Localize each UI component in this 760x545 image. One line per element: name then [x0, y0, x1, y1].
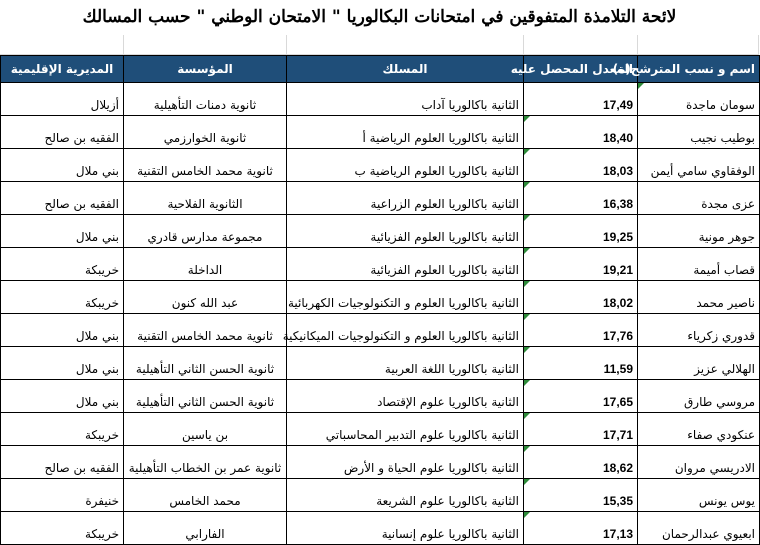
cell-track[interactable]: الثانية باكالوريا علوم التدبير المحاسباتي	[287, 413, 524, 446]
cell-track[interactable]: الثانية باكالوريا العلوم الرياضية أ	[287, 116, 524, 149]
cell-directorate[interactable]: خريبكة	[1, 413, 124, 446]
cell-track[interactable]: الثانية باكالوريا العلوم الزراعية	[287, 182, 524, 215]
cell-institution[interactable]: ثانوية محمد الخامس التقنية	[124, 314, 287, 347]
grade-value: 15,35	[602, 494, 633, 508]
cell-name[interactable]	[638, 512, 760, 545]
cell-grade[interactable]	[524, 512, 638, 545]
cell-directorate[interactable]: خريبكة	[1, 248, 124, 281]
name-value: ابعيوي عبدالرحمان	[661, 527, 755, 541]
cell-institution[interactable]: ثانوية الخوارزمي	[124, 116, 287, 149]
name-value: عزى مجدة	[701, 197, 755, 211]
cell-track[interactable]: الثانية باكالوريا العلوم الفزيائية	[287, 248, 524, 281]
cell-track[interactable]: الثانية باكالوريا علوم الشريعة	[287, 479, 524, 512]
name-value: الادريسي مروان	[674, 461, 755, 475]
cell-name[interactable]	[638, 413, 760, 446]
cell-grade[interactable]	[524, 479, 638, 512]
grade-value: 18,02	[602, 296, 633, 310]
cell-name[interactable]	[638, 281, 760, 314]
cell-institution[interactable]: الثانوية الفلاحية	[124, 182, 287, 215]
cell-track[interactable]: الثانية باكالوريا آداب	[287, 83, 524, 116]
cell-institution[interactable]: ثانوية عمر بن الخطاب التأهيلية	[124, 446, 287, 479]
grade-value: 17,71	[602, 428, 633, 442]
table-row	[1, 314, 760, 347]
header-name[interactable]: اسم و نسب المترشح(ة)	[638, 56, 760, 83]
header-track[interactable]: المسلك	[287, 56, 524, 83]
cell-grade[interactable]	[524, 281, 638, 314]
cell-name[interactable]	[638, 182, 760, 215]
cell-name[interactable]	[638, 347, 760, 380]
name-value: ناصير محمد	[696, 296, 755, 310]
comment-marker	[524, 215, 530, 221]
comment-marker	[524, 116, 530, 122]
comment-marker	[524, 182, 530, 188]
page-title: لائحة التلامذة المتفوقين في امتحانات البكالوريا " الامتحان الوطني " حسب المسالك	[82, 7, 677, 27]
comment-marker	[524, 479, 530, 485]
name-value: بوطيب نجيب	[690, 131, 755, 145]
results-table	[0, 55, 760, 545]
cell-institution[interactable]: بن ياسين	[124, 413, 287, 446]
cell-institution[interactable]: عبد الله كنون	[124, 281, 287, 314]
comment-marker	[524, 281, 530, 287]
cell-grade[interactable]	[524, 347, 638, 380]
table-row	[1, 512, 760, 545]
grade-value: 11,59	[603, 362, 633, 376]
comment-marker	[524, 446, 530, 452]
cell-grade[interactable]	[524, 380, 638, 413]
name-value: سومان ماجدة	[685, 98, 755, 112]
comment-marker	[524, 248, 530, 254]
cell-institution[interactable]: ثانوية دمنات التأهيلية	[124, 83, 287, 116]
cell-directorate[interactable]: بني ملال	[1, 314, 124, 347]
grade-value: 17,76	[602, 329, 633, 343]
name-value: جوهر مونية	[698, 230, 755, 244]
cell-track[interactable]: الثانية باكالوريا العلوم الرياضية ب	[287, 149, 524, 182]
cell-name[interactable]	[638, 83, 760, 116]
cell-directorate[interactable]: خريبكة	[1, 512, 124, 545]
table-row	[1, 347, 760, 380]
cell-directorate[interactable]: الفقيه بن صالح	[1, 446, 124, 479]
cell-directorate[interactable]: بني ملال	[1, 215, 124, 248]
grade-value: 18,62	[602, 461, 633, 475]
cell-track[interactable]: الثانية باكالوريا العلوم و التكنولوجيات الكهربائية	[287, 281, 524, 314]
comment-marker	[524, 149, 530, 155]
cell-grade[interactable]	[524, 248, 638, 281]
cell-track[interactable]: الثانية باكالوريا اللغة العربية	[287, 347, 524, 380]
table-row	[1, 380, 760, 413]
cell-institution[interactable]: ثانوية محمد الخامس التقنية	[124, 149, 287, 182]
cell-directorate[interactable]: أزيلال	[1, 83, 124, 116]
comment-marker	[524, 314, 530, 320]
comment-marker	[638, 83, 644, 89]
name-value: يوس يونس	[698, 494, 755, 508]
cell-grade[interactable]	[524, 182, 638, 215]
grade-value: 17,49	[602, 98, 633, 112]
cell-grade[interactable]	[524, 83, 638, 116]
grade-value: 17,65	[602, 395, 633, 409]
cell-directorate[interactable]: بني ملال	[1, 380, 124, 413]
cell-track[interactable]: الثانية باكالوريا العلوم و التكنولوجيات الميكانيكية	[287, 314, 524, 347]
cell-name[interactable]	[638, 116, 760, 149]
grade-value: 19,25	[602, 230, 633, 244]
table-row	[1, 446, 760, 479]
table-row	[1, 413, 760, 446]
cell-grade[interactable]	[524, 446, 638, 479]
cell-institution[interactable]: ثانوية الحسن الثاني التأهيلية	[124, 347, 287, 380]
cell-institution[interactable]: الداخلة	[124, 248, 287, 281]
cell-name[interactable]	[638, 479, 760, 512]
grade-value: 16,38	[602, 197, 633, 211]
cell-institution[interactable]: الفارابي	[124, 512, 287, 545]
grade-value: 17,13	[602, 527, 633, 541]
name-value: مروسي طارق	[683, 395, 755, 409]
cell-grade[interactable]	[524, 149, 638, 182]
table-row	[1, 281, 760, 314]
cell-track[interactable]: الثانية باكالوريا علوم الإقتصاد	[287, 380, 524, 413]
cell-track[interactable]: الثانية باكالوريا العلوم الفزيائية	[287, 215, 524, 248]
name-value: عنكودي صفاء	[687, 428, 755, 442]
table-header-row	[1, 56, 760, 83]
cell-institution[interactable]: محمد الخامس	[124, 479, 287, 512]
cell-name[interactable]	[638, 215, 760, 248]
grade-value: 18,03	[602, 164, 633, 178]
header-directorate[interactable]: المديرية الإقليمية	[1, 56, 124, 83]
table-row	[1, 479, 760, 512]
cell-name[interactable]	[638, 314, 760, 347]
cell-grade[interactable]	[524, 215, 638, 248]
cell-directorate[interactable]: بني ملال	[1, 347, 124, 380]
name-value: قصاب أميمة	[693, 263, 755, 277]
table-row	[1, 248, 760, 281]
cell-directorate[interactable]: خريبكة	[1, 281, 124, 314]
cell-directorate[interactable]: بني ملال	[1, 149, 124, 182]
cell-institution[interactable]: مجموعة مدارس قادري	[124, 215, 287, 248]
grade-value: 19,21	[602, 263, 633, 277]
name-value: الهلالي عزيز	[694, 362, 755, 376]
cell-name[interactable]	[638, 380, 760, 413]
name-value: قدوري زكرياء	[687, 329, 755, 343]
grade-value: 18,40	[602, 131, 633, 145]
cell-grade[interactable]	[524, 116, 638, 149]
comment-marker	[524, 512, 530, 518]
cell-institution[interactable]: ثانوية الحسن الثاني التأهيلية	[124, 380, 287, 413]
cell-grade[interactable]	[524, 314, 638, 347]
comment-marker	[524, 380, 530, 386]
cell-directorate[interactable]: خنيفرة	[1, 479, 124, 512]
table-row	[1, 215, 760, 248]
cell-grade[interactable]	[524, 413, 638, 446]
header-institution[interactable]: المؤسسة	[124, 56, 287, 83]
comment-marker	[524, 347, 530, 353]
cell-name[interactable]	[638, 248, 760, 281]
cell-track[interactable]: الثانية باكالوريا علوم إنسانية	[287, 512, 524, 545]
cell-name[interactable]	[638, 149, 760, 182]
cell-name[interactable]	[638, 446, 760, 479]
cell-track[interactable]: الثانية باكالوريا علوم الحياة و الأرض	[287, 446, 524, 479]
cell-directorate[interactable]: الفقيه بن صالح	[1, 182, 124, 215]
table-row	[1, 116, 760, 149]
name-value: الوفقاوي سامي أيمن	[650, 164, 755, 178]
table-row	[1, 149, 760, 182]
comment-marker	[524, 413, 530, 419]
table-row	[1, 182, 760, 215]
empty-grid-row	[0, 35, 759, 55]
header-grade[interactable]: المعدل المحصل عليه	[524, 56, 638, 83]
table-row	[1, 83, 760, 116]
cell-directorate[interactable]: الفقيه بن صالح	[1, 116, 124, 149]
